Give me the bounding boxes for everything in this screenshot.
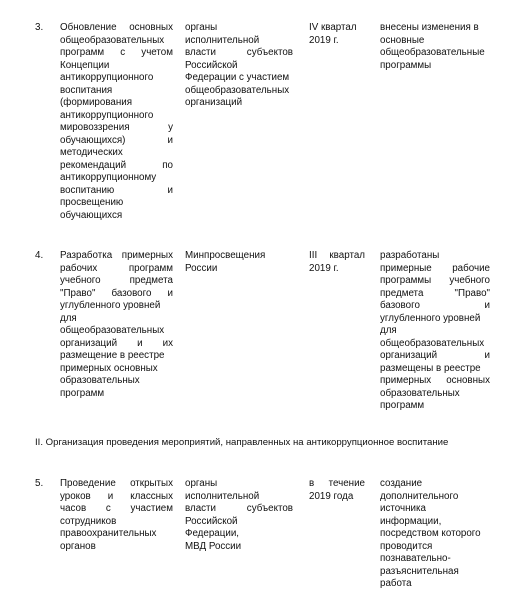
text-line: программы учебного bbox=[380, 275, 490, 286]
text-line: размещены в реестре bbox=[380, 362, 481, 374]
text-line: дополнительного bbox=[380, 490, 459, 502]
text-line: воспитания bbox=[60, 84, 113, 96]
text-line: 2019 г. bbox=[309, 34, 339, 46]
text-line: для bbox=[380, 325, 397, 336]
text-line: общеобразовательных bbox=[185, 84, 290, 96]
text-line: общеобразовательных bbox=[380, 337, 485, 349]
row-number: 5. bbox=[35, 478, 44, 489]
text-line: программы bbox=[380, 59, 432, 71]
result-cell bbox=[380, 22, 490, 72]
text-line: просвещению bbox=[60, 197, 124, 208]
event-cell bbox=[60, 478, 173, 553]
event-cell bbox=[60, 250, 173, 400]
result-cell bbox=[380, 250, 490, 413]
responsible-cell bbox=[185, 250, 293, 275]
text-line: Обновление основных bbox=[60, 22, 173, 33]
text-line: общеобразовательных bbox=[60, 34, 165, 46]
result-cell bbox=[380, 478, 490, 591]
text-line: антикоррупционного bbox=[60, 72, 154, 83]
text-line: источника bbox=[380, 503, 426, 514]
text-line: исполнительной bbox=[185, 34, 260, 46]
text-line: обучающихся bbox=[60, 209, 123, 221]
text-line: методических bbox=[60, 147, 123, 158]
text-line: Российской bbox=[185, 59, 238, 71]
text-line: учебного предмета bbox=[60, 275, 173, 286]
text-line: исполнительной bbox=[185, 490, 260, 502]
text-line: сотрудников bbox=[60, 515, 117, 527]
text-line: рекомендаций по bbox=[60, 159, 173, 171]
responsible-cell bbox=[185, 22, 293, 110]
text-line: антикоррупционного bbox=[60, 109, 154, 121]
text-line: организаций bbox=[185, 97, 243, 108]
text-line: 2019 года bbox=[309, 490, 354, 502]
responsible-cell bbox=[185, 478, 293, 553]
text-line: разъяснительная bbox=[380, 565, 459, 577]
text-line: создание bbox=[380, 478, 423, 489]
text-line: работа bbox=[380, 578, 412, 589]
text-line: общеобразовательные bbox=[380, 47, 485, 58]
text-line: власти субъектов bbox=[185, 503, 293, 514]
text-line: базового и bbox=[380, 300, 490, 311]
text-line: примерных основных bbox=[380, 375, 490, 386]
deadline-cell bbox=[309, 22, 365, 47]
text-line: "Право" базового и bbox=[60, 287, 173, 299]
text-line: органы bbox=[185, 478, 218, 489]
text-line: антикоррупционному bbox=[60, 172, 157, 183]
row-number: 4. bbox=[35, 250, 44, 261]
text-line: Разработка примерных bbox=[60, 250, 173, 261]
text-line: России bbox=[185, 262, 218, 274]
text-line: посредством которого bbox=[380, 528, 481, 539]
text-line: органов bbox=[60, 540, 96, 552]
text-line: программ bbox=[380, 400, 425, 411]
text-line: Минпросвещения bbox=[185, 250, 266, 261]
text-line: программ bbox=[60, 387, 105, 399]
text-line: внесены изменения в bbox=[380, 22, 479, 33]
text-line: уроков и классных bbox=[60, 490, 173, 502]
text-line: Проведение открытых bbox=[60, 478, 173, 489]
row-number: 3. bbox=[35, 22, 44, 33]
deadline-cell bbox=[309, 478, 365, 503]
text-line: Концепции bbox=[60, 59, 110, 71]
text-line: мировоззрения у bbox=[60, 122, 173, 133]
text-line: власти субъектов bbox=[185, 47, 293, 58]
text-line: обучающихся) и bbox=[60, 134, 173, 146]
text-line: воспитанию и bbox=[60, 184, 173, 196]
text-line: информации, bbox=[380, 515, 442, 527]
text-line: (формирования bbox=[60, 97, 133, 108]
text-line: разработаны bbox=[380, 250, 440, 261]
text-line: часов с участием bbox=[60, 503, 173, 514]
text-line: примерные рабочие bbox=[380, 262, 490, 274]
text-line: для bbox=[60, 312, 77, 324]
text-line: Федерации с участием bbox=[185, 72, 290, 83]
text-line: органы bbox=[185, 22, 218, 33]
text-line: рабочих программ bbox=[60, 262, 173, 274]
text-line: размещение в реестре bbox=[60, 350, 165, 361]
text-line: в течение bbox=[309, 478, 365, 489]
text-line: МВД России bbox=[185, 540, 242, 552]
text-line: Российской bbox=[185, 515, 238, 527]
text-line: основные bbox=[380, 34, 425, 46]
text-line: образовательных bbox=[380, 387, 460, 399]
text-line: образовательных bbox=[60, 375, 140, 386]
text-line: IV квартал bbox=[309, 22, 357, 33]
text-line: III квартал bbox=[309, 250, 365, 261]
text-line: углубленного уровней bbox=[380, 312, 481, 324]
text-line: программ с учетом bbox=[60, 47, 173, 58]
text-line: проводится bbox=[380, 540, 433, 552]
text-line: 2019 г. bbox=[309, 262, 339, 274]
text-line: предмета "Право" bbox=[380, 287, 490, 299]
text-line: организаций и их bbox=[60, 337, 173, 349]
text-line: углубленного уровней bbox=[60, 300, 161, 311]
deadline-cell bbox=[309, 250, 365, 275]
text-line: познавательно- bbox=[380, 553, 451, 564]
text-line: правоохранительных bbox=[60, 528, 157, 539]
text-line: организаций и bbox=[380, 350, 490, 361]
text-line: общеобразовательных bbox=[60, 325, 165, 336]
text-line: примерных основных bbox=[60, 362, 158, 374]
section-title: II. Организация проведения мероприятий, направленных на антикоррупционное воспитание bbox=[35, 437, 449, 448]
event-cell bbox=[60, 22, 173, 222]
text-line: Федерации, bbox=[185, 528, 240, 539]
